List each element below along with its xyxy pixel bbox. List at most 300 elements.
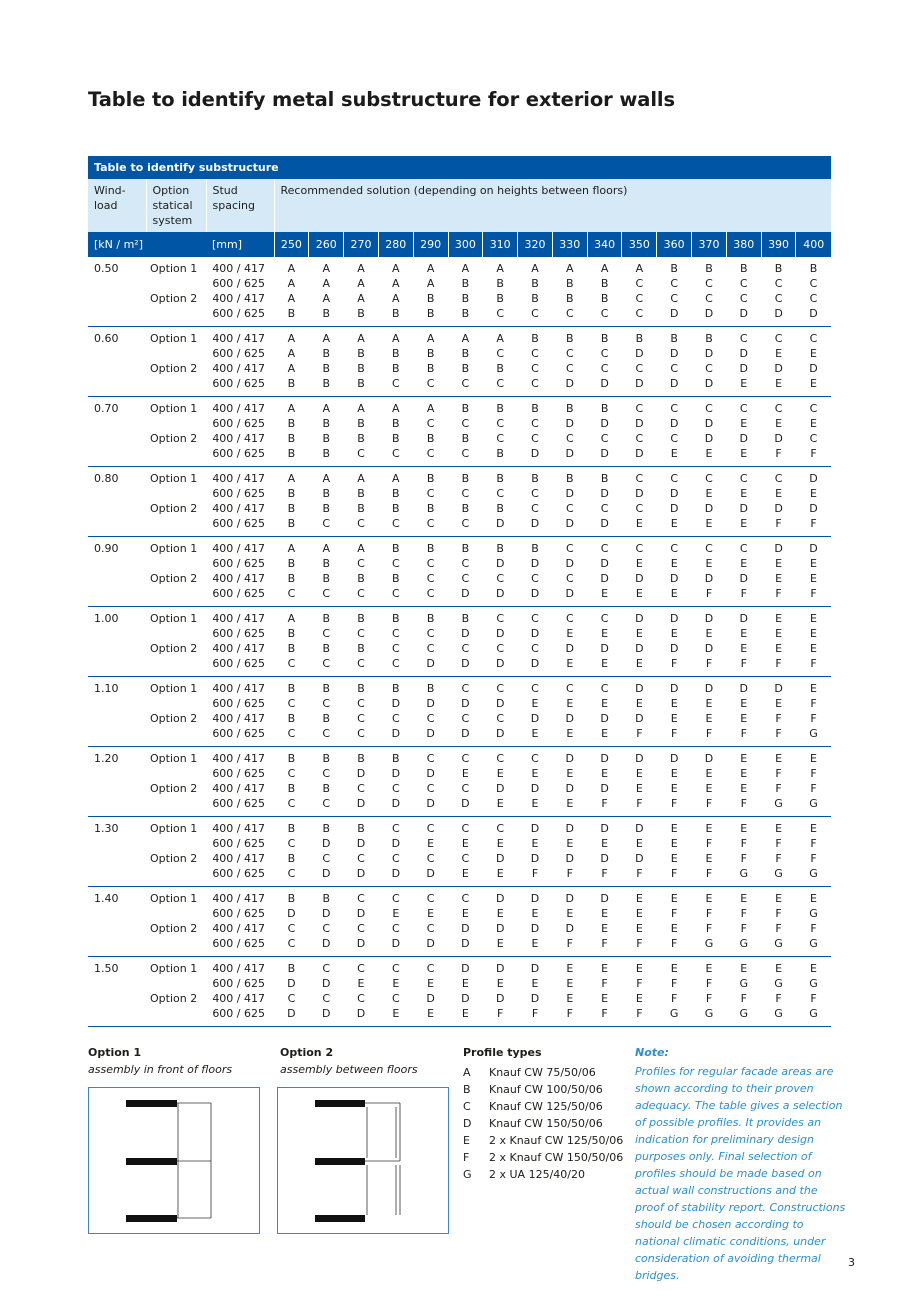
profile-letter-cell: E [622, 656, 657, 677]
profile-letter-cell: A [287, 277, 296, 290]
profile-letter-cell: C [322, 992, 331, 1005]
profile-letter-cell: F [740, 837, 747, 850]
profile-letter-cell: E [740, 782, 748, 795]
table-row [88, 656, 831, 677]
profile-letter-cell: B [566, 292, 574, 305]
profile-letter-cell: E [635, 962, 643, 975]
option1-diagram [88, 1087, 260, 1234]
profile-letter-cell: C [391, 782, 400, 795]
stud-spacing-cell: 400 / 417 [212, 992, 266, 1005]
profile-letter-cell: C [587, 306, 622, 327]
profile-letter-cell: F [692, 656, 727, 677]
option-cell: Option 1 [150, 262, 198, 275]
stud-spacing-cell: 400 / 417 [212, 852, 266, 865]
profile-letter-cell: E [740, 752, 748, 765]
profile-letter-cell: F [692, 796, 727, 817]
profile-letter-cell: E [670, 627, 678, 640]
profile-letter-cell: C [426, 487, 435, 500]
profile-letter-cell: E [518, 796, 553, 817]
profile-letter-cell: F [671, 907, 678, 920]
height-header: 270 [344, 232, 379, 257]
profile-letter-cell: C [705, 362, 713, 375]
profile-letter-cell: G [657, 1006, 692, 1027]
profile-letter-cell: C [774, 332, 783, 345]
profile-letter-cell: F [657, 936, 692, 957]
profile-letter-cell: E [810, 417, 817, 430]
profile-letter-cell: A [496, 332, 504, 345]
stud-spacing-cell: 600 / 625 [212, 697, 266, 710]
profile-letter-cell: B [600, 472, 609, 485]
profile-letter-cell: C [287, 697, 296, 710]
profile-letter-cell: D [530, 962, 540, 975]
profile-letter-cell: C [322, 697, 331, 710]
profile-letter-cell: B [322, 752, 330, 765]
profile-letter-cell: E [483, 796, 518, 817]
profile-letter-cell: C [274, 866, 309, 887]
profile-letter-cell: D [669, 752, 679, 765]
profile-letter-cell: D [518, 516, 553, 537]
profile-letter-cell: B [426, 292, 435, 305]
profile-letter-cell: B [322, 557, 330, 570]
profile-letter-cell: C [461, 642, 470, 655]
profile-letter-cell: F [518, 1006, 553, 1027]
stud-spacing-cell: 600 / 625 [212, 487, 266, 500]
profile-letter-cell: B [357, 417, 365, 430]
profile-letter-cell: C [600, 347, 609, 360]
profile-letter-cell: B [322, 362, 330, 375]
profile-letter-cell: C [426, 417, 435, 430]
profile-letter-cell: D [565, 892, 575, 905]
profile-letter-cell: C [391, 922, 400, 935]
profile-letter-cell: E [566, 767, 574, 780]
wind-load-cell [88, 516, 146, 537]
profile-letter-cell: E [705, 892, 713, 905]
profile-letter-cell: C [600, 502, 609, 515]
profile-letter-cell: D [426, 992, 435, 1005]
profile-letter-cell: D [448, 796, 483, 817]
profile-letter-cell: C [461, 712, 470, 725]
height-header: 330 [552, 232, 587, 257]
profile-letter-cell: E [705, 487, 713, 500]
profile-letter-cell: F [796, 446, 831, 467]
profile-letter-cell: A [357, 542, 365, 555]
option-cell: Option 1 [150, 472, 198, 485]
wind-load-cell [88, 346, 146, 361]
profile-letter-cell: C [635, 277, 644, 290]
profile-letter-cell: D [739, 362, 749, 375]
profile-letter-cell: D [565, 642, 575, 655]
table-row [88, 747, 831, 767]
option-cell: Option 1 [150, 822, 198, 835]
option-cell [146, 346, 206, 361]
profile-letter-cell: E [427, 907, 435, 920]
profile-letter-cell: A [357, 277, 365, 290]
profile-letter-cell: D [809, 502, 818, 515]
profile-letter-cell: C [809, 332, 818, 345]
profile-letter-cell: D [287, 977, 296, 990]
profile-letter-cell: B [322, 612, 330, 625]
wind-load-cell [88, 486, 146, 501]
option-cell [146, 486, 206, 501]
option-cell [146, 516, 206, 537]
profile-letter-cell: C [426, 852, 435, 865]
profile-letter-cell: F [775, 992, 782, 1005]
profile-letter-cell: E [705, 627, 713, 640]
stud-spacing-cell: 600 / 625 [206, 446, 274, 467]
profile-letter-cell: C [739, 292, 748, 305]
profile-letter-cell: A [287, 332, 296, 345]
profile-letter-cell: F [726, 656, 761, 677]
profile-letter-cell: G [796, 726, 831, 747]
profile-letter-cell: B [392, 572, 400, 585]
profile-letter-cell: D [635, 612, 644, 625]
profile-letter-cell: B [392, 682, 400, 695]
profile-letter-cell: D [378, 726, 413, 747]
wind-load-cell [88, 781, 146, 796]
page-number: 3 [848, 1256, 855, 1269]
table-row [88, 276, 831, 291]
profile-letter-cell: F [622, 866, 657, 887]
profile-letter-cell: F [657, 726, 692, 747]
profile-letter-cell: C [705, 542, 713, 555]
profile-letter-cell: E [775, 612, 783, 625]
profile-letter-cell: D [495, 557, 505, 570]
profile-letter: B [463, 1083, 471, 1096]
profile-letter-cell: D [704, 502, 714, 515]
profile-letter-cell: D [739, 612, 749, 625]
profile-letter-cell: E [531, 767, 539, 780]
stud-spacing-cell: 400 / 417 [212, 682, 266, 695]
header-option: Option statical system [146, 179, 206, 232]
profile-letter-cell: B [392, 612, 400, 625]
profile-letter-cell: D [413, 656, 448, 677]
option-cell: Option 2 [150, 432, 198, 445]
table-row [88, 486, 831, 501]
profile-letter-cell: E [448, 1006, 483, 1027]
table-row [88, 836, 831, 851]
option-cell [146, 906, 206, 921]
wind-load-cell [88, 656, 146, 677]
profile-letter-cell: F [692, 866, 727, 887]
profile-letter-cell: B [496, 362, 504, 375]
profile-letter-cell: G [761, 866, 796, 887]
profile-letter-cell: E [635, 782, 643, 795]
profile-letter-cell: D [704, 612, 714, 625]
profile-letter-cell: C [705, 472, 713, 485]
profile-letter-cell: D [739, 347, 749, 360]
option-cell: Option 1 [150, 612, 198, 625]
profile-letter-cell: C [483, 306, 518, 327]
profile-letter-cell: D [413, 866, 448, 887]
profile-letter-cell: B [426, 542, 435, 555]
wind-load-cell [88, 431, 146, 446]
table-row [88, 431, 831, 446]
profile-name: 2 x Knauf CW 125/50/06 [489, 1134, 624, 1147]
profile-name: Knauf CW 125/50/06 [489, 1100, 603, 1113]
profile-letter-cell: D [587, 446, 622, 467]
profile-letter-cell: C [287, 992, 296, 1005]
profile-letter-cell: D [600, 642, 609, 655]
profile-letter-cell: C [378, 516, 413, 537]
profile-letter-cell: E [601, 922, 609, 935]
profile-letter-cell: B [461, 502, 470, 515]
profile-letter-cell: G [761, 796, 796, 817]
profile-letter-cell: A [531, 262, 539, 275]
profile-letter-cell: D [704, 572, 714, 585]
profile-letter-cell: E [726, 376, 761, 397]
profile-letter-cell: A [392, 472, 400, 485]
wind-load-cell: 1.00 [94, 612, 119, 625]
profile-letter-cell: C [413, 516, 448, 537]
profile-letter-cell: D [739, 432, 749, 445]
profile-letter-cell: C [705, 402, 713, 415]
unit-stud: [mm] [206, 232, 274, 257]
profile-letter-cell: B [448, 306, 483, 327]
profile-letter-cell: C [391, 892, 400, 905]
profile-letter-cell: D [669, 642, 679, 655]
profile-letter-cell: E [531, 977, 539, 990]
profile-letter-cell: D [321, 977, 331, 990]
stud-spacing-cell: 600 / 625 [206, 726, 274, 747]
profile-letter-cell: B [413, 306, 448, 327]
profile-letter-cell: C [426, 752, 435, 765]
profile-letter-cell: E [775, 822, 783, 835]
profile-letter-cell: C [496, 682, 505, 695]
profile-letter-cell: B [344, 376, 379, 397]
profile-letter-cell: D [587, 376, 622, 397]
profile-letter-cell: B [461, 362, 470, 375]
profile-letter-cell: E [566, 697, 574, 710]
height-header: 400 [796, 232, 831, 257]
table-row [88, 921, 831, 936]
profile-letter-cell: E [496, 767, 504, 780]
profile-letter-cell: D [391, 767, 401, 780]
profile-letter-cell: D [635, 752, 644, 765]
profile-letter-cell: C [391, 992, 400, 1005]
profile-letter-cell: D [565, 712, 575, 725]
stud-spacing-cell: 600 / 625 [212, 277, 266, 290]
table-row [88, 346, 831, 361]
profile-letter-cell: F [705, 907, 713, 920]
table-row [88, 991, 831, 1006]
table-row [88, 887, 831, 907]
option-cell: Option 1 [150, 752, 198, 765]
wind-load-cell [88, 571, 146, 586]
profile-letter-cell: D [565, 922, 575, 935]
profile-letter-cell: B [274, 376, 309, 397]
profile-letter-cell: F [810, 782, 817, 795]
profile-letter-cell: D [774, 682, 783, 695]
profile-letter-cell: D [600, 822, 609, 835]
profile-letter-cell: F [740, 922, 747, 935]
profile-letter-cell: B [287, 557, 296, 570]
option-cell [146, 556, 206, 571]
profile-letter-cell: A [287, 262, 296, 275]
option-cell: Option 2 [150, 642, 198, 655]
table-row [88, 556, 831, 571]
option-cell [146, 306, 206, 327]
profile-letter-cell: C [413, 376, 448, 397]
profile-letter-cell: D [356, 767, 366, 780]
option-cell: Option 2 [150, 362, 198, 375]
profile-letter-cell: C [600, 542, 609, 555]
note-title: Note: [635, 1046, 669, 1059]
profile-letter-cell: C [344, 446, 379, 467]
table-row [88, 766, 831, 781]
profile-letter-cell: F [740, 852, 747, 865]
profile-letter-cell: F [810, 922, 817, 935]
wind-load-cell [88, 906, 146, 921]
profile-letter-cell: B [287, 892, 296, 905]
profile-letter-cell: B [287, 432, 296, 445]
profile-letter-cell: B [392, 347, 400, 360]
wind-load-cell: 1.50 [94, 962, 119, 975]
profile-letter-cell: B [274, 306, 309, 327]
profile-letter-cell: C [531, 417, 539, 430]
profile-letter-cell: E [670, 837, 678, 850]
profile-letter-cell: F [761, 586, 796, 607]
profile-letter-cell: B [705, 332, 713, 345]
profile-letter-cell: E [461, 907, 469, 920]
profile-letter-cell: B [774, 262, 783, 275]
stud-spacing-cell: 400 / 417 [212, 712, 266, 725]
profile-letter-cell: E [670, 822, 678, 835]
profile-letter-cell: G [809, 907, 818, 920]
profile-letter-cell: E [566, 992, 574, 1005]
profile-letter-cell: B [357, 612, 365, 625]
profile-letter-cell: F [810, 837, 817, 850]
profile-letter-cell: E [810, 962, 817, 975]
profile-letter-cell: E [461, 977, 469, 990]
profile-letter-cell: E [810, 572, 817, 585]
profile-letter-cell: C [448, 516, 483, 537]
profile-letter-cell: E [601, 627, 609, 640]
profile-letter-cell: A [392, 332, 400, 345]
profile-letter: F [463, 1151, 470, 1164]
stud-spacing-cell: 400 / 417 [212, 262, 266, 275]
wind-load-cell [88, 696, 146, 711]
profile-letter-cell: B [309, 306, 344, 327]
option-cell [146, 976, 206, 991]
profile-letter-cell: A [322, 472, 330, 485]
height-header: 310 [483, 232, 518, 257]
profile-letter-cell: D [448, 586, 483, 607]
wind-load-cell [88, 276, 146, 291]
profile-letter-cell: D [704, 432, 714, 445]
profile-letter-cell: B [392, 362, 400, 375]
profile-letter-cell: F [587, 796, 622, 817]
profile-letter-cell: C [426, 627, 435, 640]
profile-letter-cell: A [287, 347, 296, 360]
profile-letter-cell: D [495, 962, 505, 975]
profile-letter-cell: A [322, 277, 330, 290]
profile-letter-cell: E [740, 627, 748, 640]
wind-load-cell [88, 306, 146, 327]
profile-letter-cell: C [287, 767, 296, 780]
profile-letter-cell: B [322, 712, 330, 725]
wind-load-cell: 0.70 [94, 402, 119, 415]
profile-name: 2 x Knauf CW 150/50/06 [489, 1151, 624, 1164]
profile-letter-cell: D [600, 487, 609, 500]
table-row [88, 1006, 831, 1027]
option2-subtitle: assembly between floors [280, 1063, 418, 1076]
profile-letter-cell: D [565, 782, 575, 795]
table-row [88, 306, 831, 327]
profile-letter-cell: B [566, 402, 574, 415]
header-recommended: Recommended solution (depending on heights between floors) [274, 179, 831, 232]
profile-letter-cell: F [775, 767, 782, 780]
note-text: Profiles for regular facade areas are shown according to their proven adequacy. The table gives a selection of possible profiles. It provides an indication for preliminary design purposes only. Final selection of profiles should be made based on actual wall constructions and the proof of stability report. Constructions should be chosen according to national climatic conditions, under consideration of avoiding thermal bridges. [635, 1065, 846, 1282]
table-row [88, 257, 831, 276]
profile-letter-cell: A [392, 402, 400, 415]
wind-load-cell: 0.80 [94, 472, 119, 485]
profile-letter-cell: D [344, 1006, 379, 1027]
profile-letter-cell: B [461, 292, 470, 305]
profile-letter-cell: D [704, 417, 714, 430]
profile-letter-cell: C [322, 767, 331, 780]
profile-letter-cell: C [774, 292, 783, 305]
profile-letter-cell: B [287, 752, 296, 765]
profile-letter-cell: C [309, 726, 344, 747]
profile-letter-cell: B [357, 362, 365, 375]
profile-letter-cell: E [622, 586, 657, 607]
profile-letter-cell: F [657, 866, 692, 887]
option-cell [146, 276, 206, 291]
profile-letter-cell: C [309, 656, 344, 677]
profile-letter-cell: B [322, 347, 330, 360]
profile-letter-cell: C [739, 402, 748, 415]
profile-letter-cell: D [669, 612, 679, 625]
option-cell: Option 2 [150, 922, 198, 935]
profile-letter-cell: B [322, 822, 330, 835]
wind-load-cell: 1.30 [94, 822, 119, 835]
profile-letter-cell: C [518, 376, 553, 397]
profile-letter-cell: E [601, 767, 609, 780]
stud-spacing-cell: 600 / 625 [206, 516, 274, 537]
profile-letter-cell: C [531, 572, 539, 585]
option-cell: Option 1 [150, 542, 198, 555]
profile-letter-cell: E [740, 697, 748, 710]
profile-letter-cell: D [669, 572, 679, 585]
profile-letter-cell: C [391, 712, 400, 725]
profile-letter-cell: D [495, 992, 505, 1005]
profile-letter-cell: C [670, 292, 679, 305]
option2-drawing [278, 1088, 448, 1233]
profile-letter-cell: E [670, 697, 678, 710]
profile-letter-cell: C [774, 402, 783, 415]
profile-letter-cell: B [274, 516, 309, 537]
profile-letter-cell: C [496, 432, 505, 445]
profile-letter-cell: B [287, 572, 296, 585]
option-cell [146, 416, 206, 431]
profile-letter-cell: B [496, 402, 504, 415]
option-cell [146, 766, 206, 781]
profile-letter-cell: D [309, 936, 344, 957]
table-row [88, 327, 831, 347]
height-header: 250 [274, 232, 309, 257]
profile-letter-cell: A [426, 332, 435, 345]
option-cell [146, 656, 206, 677]
wind-load-cell [88, 976, 146, 991]
profile-letter-cell: D [530, 712, 540, 725]
profile-letter-cell: C [705, 277, 713, 290]
profile-letter-cell: F [705, 977, 713, 990]
profile-letter: G [463, 1168, 472, 1181]
profile-letter-cell: E [427, 837, 435, 850]
profile-letter-cell: C [670, 542, 679, 555]
stud-spacing-cell: 600 / 625 [206, 586, 274, 607]
profile-letter-cell: D [635, 822, 644, 835]
